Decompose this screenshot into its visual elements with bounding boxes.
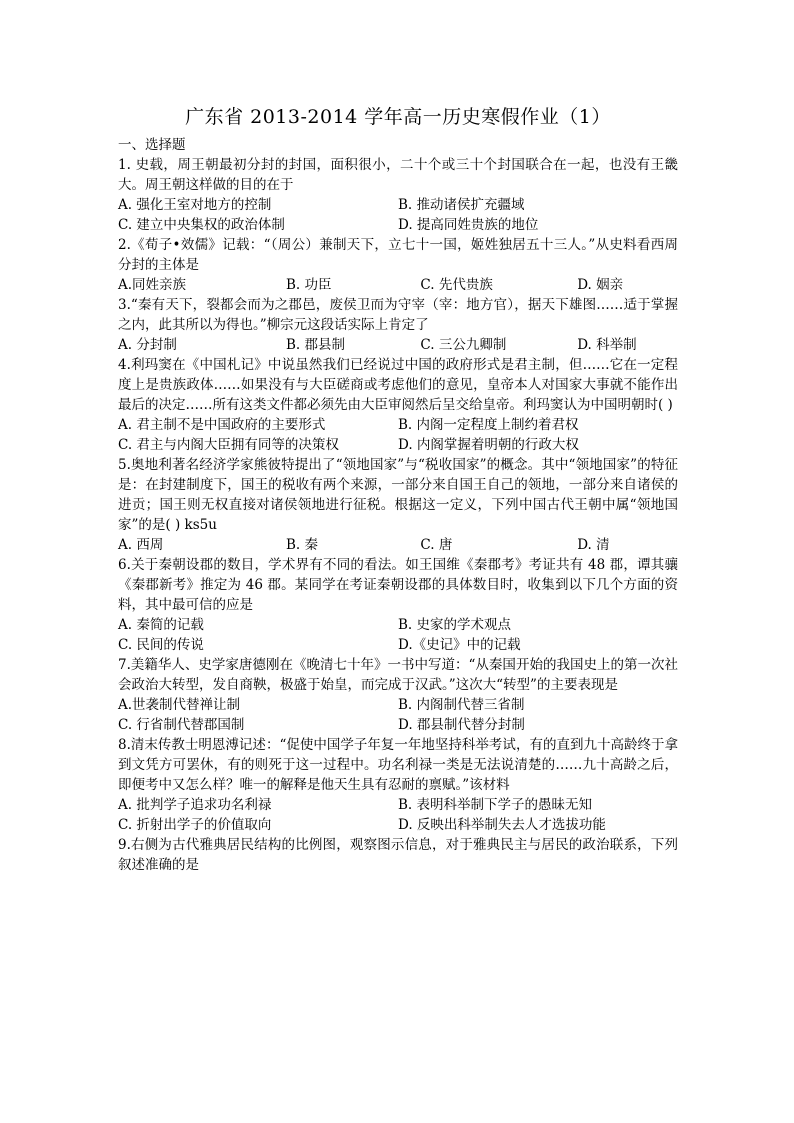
answer-option: C. 三公九卿制: [420, 337, 507, 353]
answer-option: D. 郡县制代替分封制: [398, 717, 525, 733]
question-stem: 2.《荀子•效儒》记载：“（周公）兼制天下，立七十一国，姬姓独居五十三人。”从史料看西周分封的主体是: [118, 237, 678, 273]
answer-option: B. 郡县制: [286, 337, 346, 353]
option-row: [118, 635, 678, 655]
question-stem: 3.“秦有天下，裂都会而为之郡邑，废侯卫而为守宰（宰：地方官），据天下雄图……适于掌握之内，此其所以为得也。”柳宗元这段话实际上肯定了: [118, 297, 678, 333]
answer-option: A. 批判学子追求功名利禄: [118, 797, 272, 813]
answer-option: D. 反映出科举制失去人才选拔功能: [398, 817, 606, 833]
page-title: 广东省 2013-2014 学年高一历史寒假作业（1）: [185, 106, 611, 128]
answer-option: C. 先代贵族: [420, 277, 493, 293]
option-row: [118, 795, 678, 815]
answer-option: A. 分封制: [118, 337, 177, 353]
option-row: [118, 275, 678, 295]
question-stem: 9.右侧为古代雅典居民结构的比例图，观察图示信息，对于雅典民主与居民的政治联系，下列叙述准确的是: [118, 837, 678, 873]
answer-option: D. 清: [577, 537, 610, 553]
answer-option: D.《史记》中的记载: [398, 637, 521, 653]
answer-option: A. 西周: [118, 537, 164, 553]
question-stem: 5.奥地利著名经济学家熊彼特提出了“领地国家”与“税收国家”的概念。其中“领地国家”的特征是：在封建制度下，国王的税收有两个来源，一部分来自国王自己的领地，一部分来自诸侯的进贡；国王则无权直接对诸侯领地进行征税。根据这一定义，下列中国古代王朝中属“领地国家”的是( ) ks5u: [118, 457, 678, 533]
question-list: [118, 155, 678, 875]
option-row: [118, 715, 678, 735]
answer-option: C. 唐: [420, 537, 453, 553]
option-row: [118, 615, 678, 635]
question-stem: 8.清末传教士明恩溥记述：“促使中国学子年复一年地坚持科举考试，有的直到九十高龄终于拿到文凭方可罢休，有的则死于这一过程中。功名利禄一类是无法说清楚的……九十高龄之后，即便考中又怎么样？唯一的解释是他天生具有忍耐的禀赋。”该材料: [118, 737, 678, 793]
option-row: [118, 335, 678, 355]
answer-option: B. 史家的学术观点: [398, 617, 512, 633]
answer-option: B. 表明科举制下学子的愚昧无知: [398, 797, 593, 813]
option-row: [118, 435, 678, 455]
answer-option: D. 提高同姓贵族的地位: [398, 217, 539, 233]
answer-option: C. 折射出学子的价值取向: [118, 817, 272, 833]
option-row: [118, 815, 678, 835]
answer-option: B. 内阁一定程度上制约着君权: [398, 417, 579, 433]
question-stem: 4.利玛窦在《中国札记》中说虽然我们已经说过中国的政府形式是君主制，但……它在一定程度上是贵族政体……如果没有与大臣磋商或考虑他们的意见，皇帝本人对国家大事就不能作出最后的决定……所有这类文件都必须先由大臣审阅然后呈交给皇帝。利玛窦认为中国明朝时( ): [118, 357, 678, 413]
answer-option: D. 内阁掌握着明朝的行政大权: [398, 437, 579, 453]
option-row: [118, 215, 678, 235]
answer-option: B. 推动诸侯扩充疆域: [398, 197, 525, 213]
answer-option: A. 秦简的记载: [118, 617, 204, 633]
answer-option: C. 民间的传说: [118, 637, 204, 653]
option-row: [118, 535, 678, 555]
answer-option: A.世袭制代替禅让制: [118, 697, 241, 713]
answer-option: C. 建立中央集权的政治体制: [118, 217, 285, 233]
question-stem: 6.关于秦朝设郡的数目，学术界有不同的看法。如王国维《秦郡考》考证共有 48 郡，谭其骧《秦郡新考》推定为 46 郡。某同学在考证秦朝设郡的具体数目时，收集到以下几个方面的资料，其中最可信的应是: [118, 557, 678, 613]
option-row: [118, 695, 678, 715]
option-row: [118, 415, 678, 435]
answer-option: B. 功臣: [286, 277, 332, 293]
answer-option: C. 行省制代替郡国制: [118, 717, 245, 733]
worksheet-page: [118, 104, 678, 875]
section-heading: 一、选择题: [118, 137, 186, 153]
answer-option: A. 君主制不是中国政府的主要形式: [118, 417, 326, 433]
answer-option: B. 内阁制代替三省制: [398, 697, 525, 713]
option-row: [118, 195, 678, 215]
answer-option: C. 君主与内阁大臣拥有同等的决策权: [118, 437, 339, 453]
answer-option: A.同姓亲族: [118, 277, 187, 293]
answer-option: B. 秦: [286, 537, 319, 553]
answer-option: A. 强化王室对地方的控制: [118, 197, 272, 213]
answer-option: D. 科举制: [577, 337, 637, 353]
question-stem: 7.美籍华人、史学家唐德刚在《晚清七十年》一书中写道：“从秦国开始的我国史上的第一次社会政治大转型，发自商鞅，极盛于始皇，而完成于汉武。”这次大“转型”的主要表现是: [118, 657, 678, 693]
question-stem: 1. 史载，周王朝最初分封的封国，面积很小，二十个或三十个封国联合在一起，也没有王畿大。周王朝这样做的目的在于: [118, 157, 678, 193]
answer-option: D. 姻亲: [577, 277, 624, 293]
